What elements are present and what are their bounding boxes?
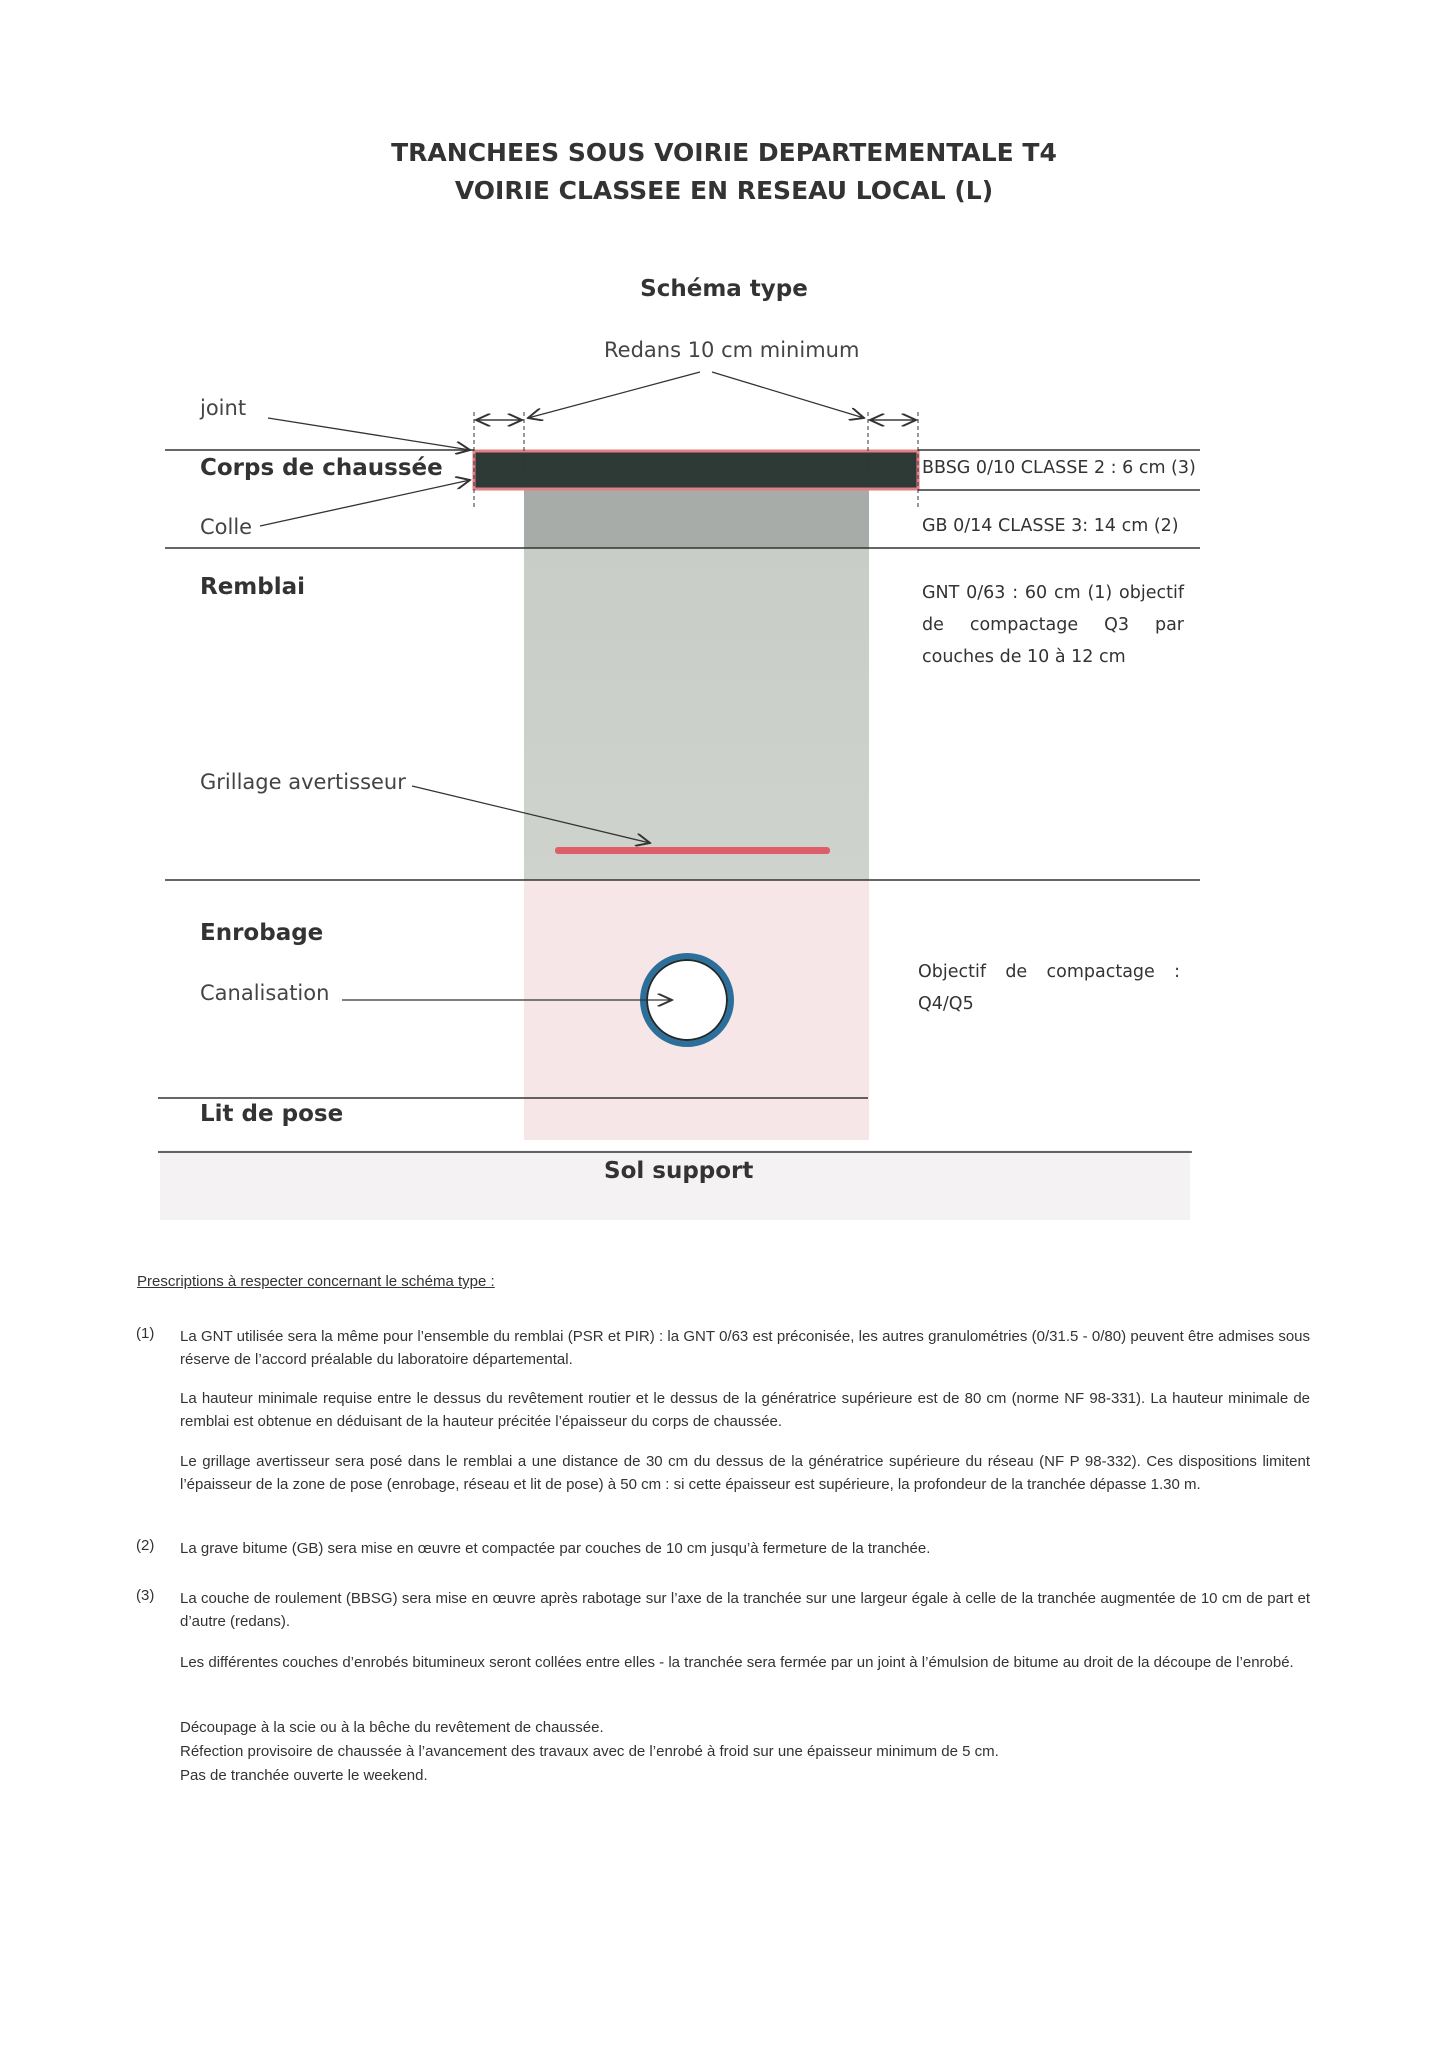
gnt-line3: couches de 10 à 12 cm <box>922 647 1126 667</box>
prescription-1b: La hauteur minimale requise entre le dessus du revêtement routier et le dessus de la génératrice supérieure est de 80 cm (norme NF 98-331). La hauteur minimale de remblai est obtenue en déduisant de la hauteur précitée l’épaisseur du corps de chaussée. <box>180 1390 1310 1430</box>
note-number-3: (3) <box>136 1587 155 1604</box>
colle-label: Colle <box>200 515 253 539</box>
enrobage-label: Enrobage <box>200 920 324 946</box>
gnt-line1: GNT 0/63 : 60 cm (1) objectif <box>922 583 1184 603</box>
note-number-1: (1) <box>136 1325 155 1342</box>
grillage-label: Grillage avertisseur <box>200 770 406 794</box>
prescription-3a: La couche de roulement (BBSG) sera mise en œuvre après rabotage sur l’axe de la tranchée sur une largeur égale à celle de la tranchée augmentée de 10 cm de part et d’autre (redans). <box>180 1590 1310 1630</box>
joint-label: joint <box>200 396 247 420</box>
page-title-line2: VOIRIE CLASSEE EN RESEAU LOCAL (L) <box>454 176 994 205</box>
redans-label: Redans 10 cm minimum <box>604 338 860 362</box>
corps-chaussee-label: Corps de chaussée <box>200 455 443 481</box>
page-title-line1: TRANCHEES SOUS VOIRIE DEPARTEMENTALE T4 <box>391 138 1057 167</box>
objectif-line2: Q4/Q5 <box>918 994 974 1014</box>
prescription-3b: Les différentes couches d’enrobés bitumineux seront collées entre elles - la tranchée sera fermée par un joint à l’émulsion de bitume au droit de la découpe de l’enrobé. <box>180 1654 1294 1671</box>
bbsg-label: BBSG 0/10 CLASSE 2 : 6 cm (3) <box>922 458 1196 478</box>
canalisation-label: Canalisation <box>200 981 330 1005</box>
gnt-line2: de compactage Q3 par <box>922 615 1184 635</box>
footer-line-1: Découpage à la scie ou à la bêche du revêtement de chaussée. <box>180 1719 604 1736</box>
bbsg-layer <box>474 451 918 489</box>
footer-line-2: Réfection provisoire de chaussée à l’avancement des travaux avec de l’enrobé à froid sur une épaisseur minimum de 5 cm. <box>180 1743 999 1760</box>
warning-mesh <box>555 847 830 854</box>
objectif-line1: Objectif de compactage : <box>918 962 1180 982</box>
prescriptions-heading: Prescriptions à respecter concernant le schéma type : <box>137 1273 495 1290</box>
remblai-label: Remblai <box>200 574 306 600</box>
gb-label: GB 0/14 CLASSE 3: 14 cm (2) <box>922 516 1179 536</box>
sol-support-label: Sol support <box>604 1158 754 1184</box>
footer-line-3: Pas de tranchée ouverte le weekend. <box>180 1767 428 1784</box>
prescription-1a: La GNT utilisée sera la même pour l’ensemble du remblai (PSR et PIR) : la GNT 0/63 est préconisée, les autres granulométries (0/31.5 - 0/80) peuvent être admises sous réserve de l’accord préalable du laboratoire départemental. <box>180 1328 1310 1368</box>
prescription-1c: Le grillage avertisseur sera posé dans le remblai a une distance de 30 cm du dessus de la génératrice supérieure du réseau (NF P 98-332). Ces dispositions limitent l’épaisseur de la zone de pose (enrobage, réseau et lit de pose) à 50 cm : si cette épaisseur est supérieure, la profondeur de la tranchée dépasse 1.30 m. <box>180 1453 1310 1493</box>
prescription-2: La grave bitume (GB) sera mise en œuvre et compactée par couches de 10 cm jusqu’à fermeture de la tranchée. <box>180 1540 931 1557</box>
note-number-2: (2) <box>136 1537 155 1554</box>
schema-title: Schéma type <box>640 276 808 302</box>
lit-de-pose-label: Lit de pose <box>200 1101 344 1127</box>
gb-layer <box>524 490 869 548</box>
